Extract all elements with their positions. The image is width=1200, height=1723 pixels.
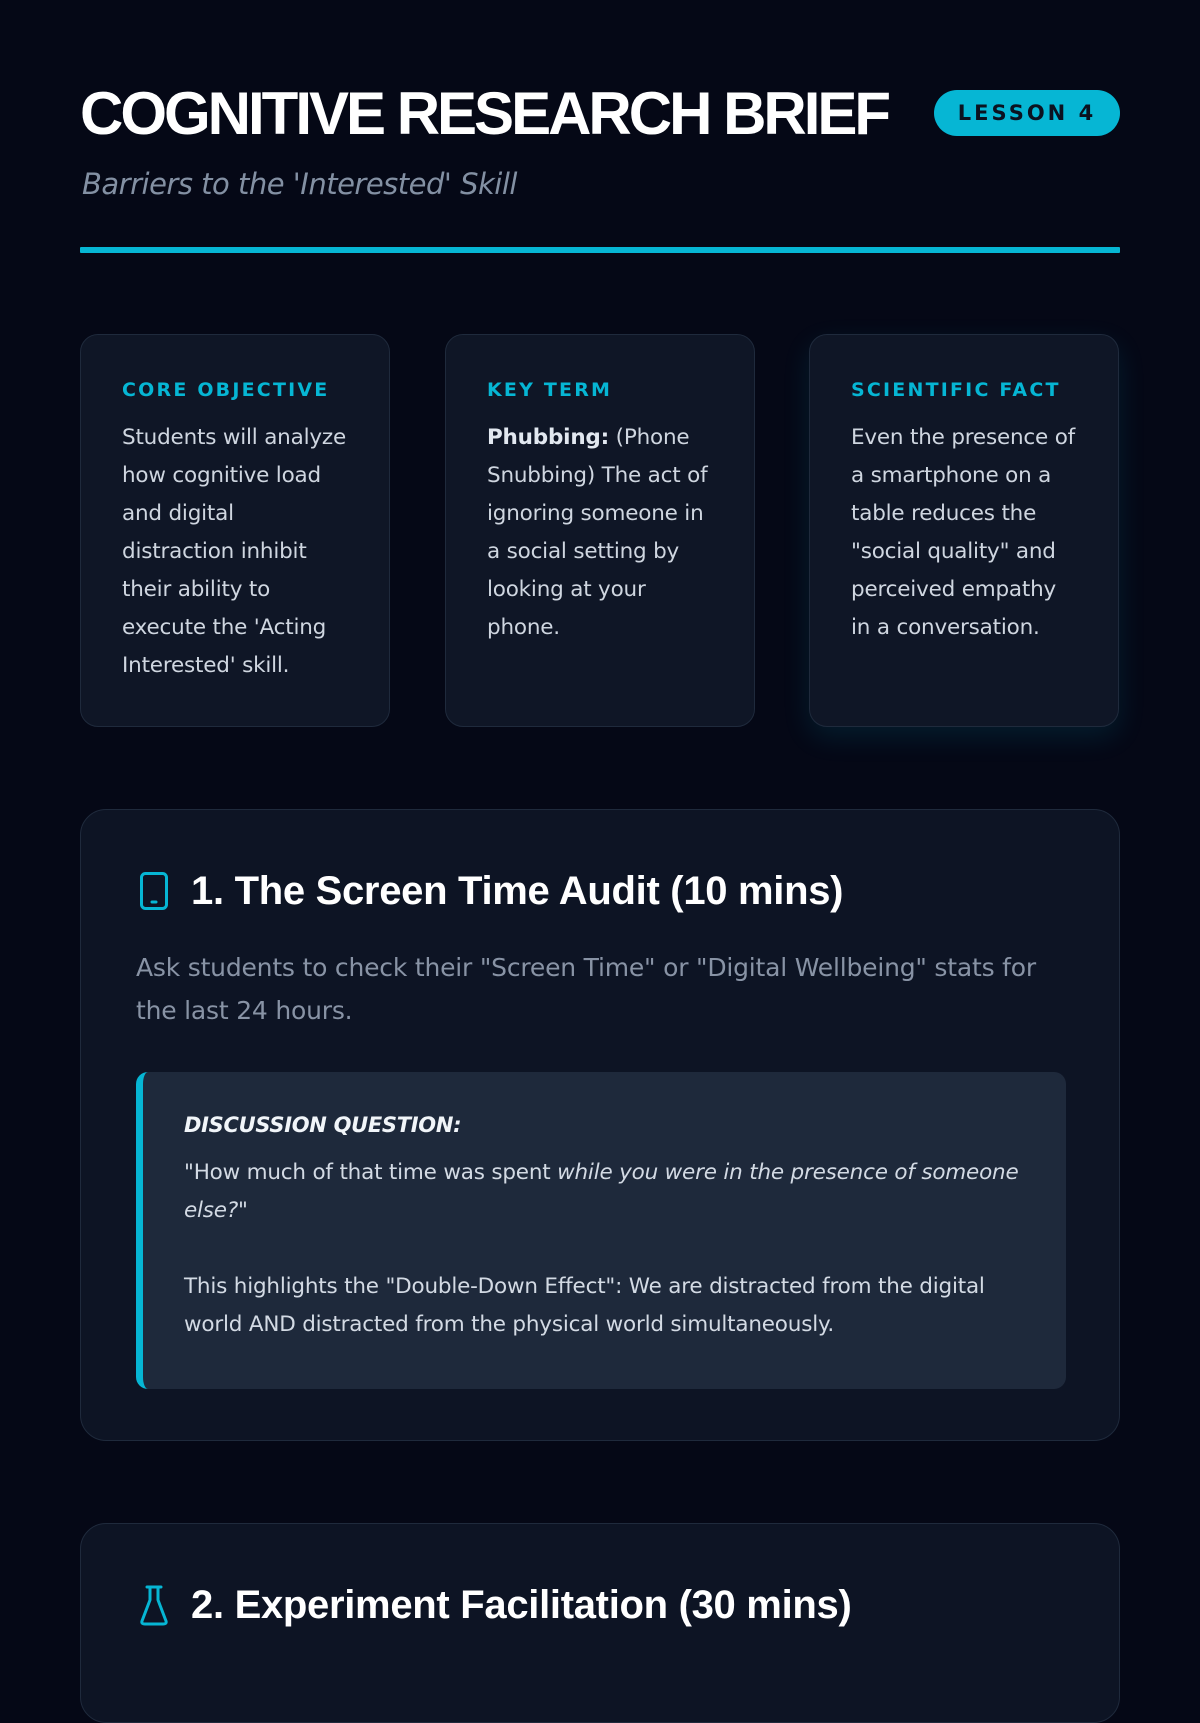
discussion-follow-up: This highlights the "Double-Down Effect": We are distracted from the digital world AND distracted from the physical world simultaneously. (184, 1274, 985, 1337)
screen-time-audit-section (80, 809, 1120, 1441)
question-text: "How much of that time was spent (184, 1160, 558, 1185)
card-heading: SCIENTIFIC FACT (851, 379, 1061, 401)
card-body (487, 419, 714, 647)
key-term: Phubbing: (487, 425, 610, 450)
key-term-definition: (Phone Snubbing) The act of ignoring someone in a social setting by looking at your phone. (487, 425, 708, 640)
core-objective-card (80, 334, 390, 727)
section-header (137, 1580, 852, 1630)
lesson-badge: LESSON 4 (934, 90, 1120, 136)
card-heading: KEY TERM (487, 379, 613, 401)
question-close-quote: " (238, 1198, 248, 1223)
discussion-callout (136, 1072, 1066, 1389)
smartphone-icon (137, 866, 171, 916)
key-term-card (445, 334, 755, 727)
question-emphasis: while you were in the presence of someone else? (184, 1160, 1019, 1223)
flask-icon (137, 1580, 171, 1630)
section-title: 2. Experiment Facilitation (30 mins) (191, 1583, 852, 1627)
scientific-fact-card (809, 334, 1119, 727)
section-description: Ask students to check their "Screen Time" or "Digital Wellbeing" stats for the last 24 hours. (136, 953, 1036, 1025)
discussion-label: DISCUSSION QUESTION: (184, 1113, 462, 1137)
page-subtitle: Barriers to the 'Interested' Skill (82, 167, 517, 201)
experiment-facilitation-section (80, 1523, 1120, 1723)
card-body: Even the presence of a smartphone on a table reduces the "social quality" and perceived empathy in a conversation. (851, 425, 1076, 640)
header-divider (80, 247, 1120, 253)
spacer (184, 1230, 1026, 1268)
card-body: Students will analyze how cognitive load and digital distraction inhibit their ability to execute the 'Acting Interested' skill. (122, 425, 346, 678)
page-title: COGNITIVE RESEARCH BRIEF (80, 80, 889, 147)
section-title: 1. The Screen Time Audit (10 mins) (191, 869, 844, 913)
section-header (137, 866, 843, 916)
card-heading: CORE OBJECTIVE (122, 379, 330, 401)
discussion-question (184, 1154, 1026, 1230)
